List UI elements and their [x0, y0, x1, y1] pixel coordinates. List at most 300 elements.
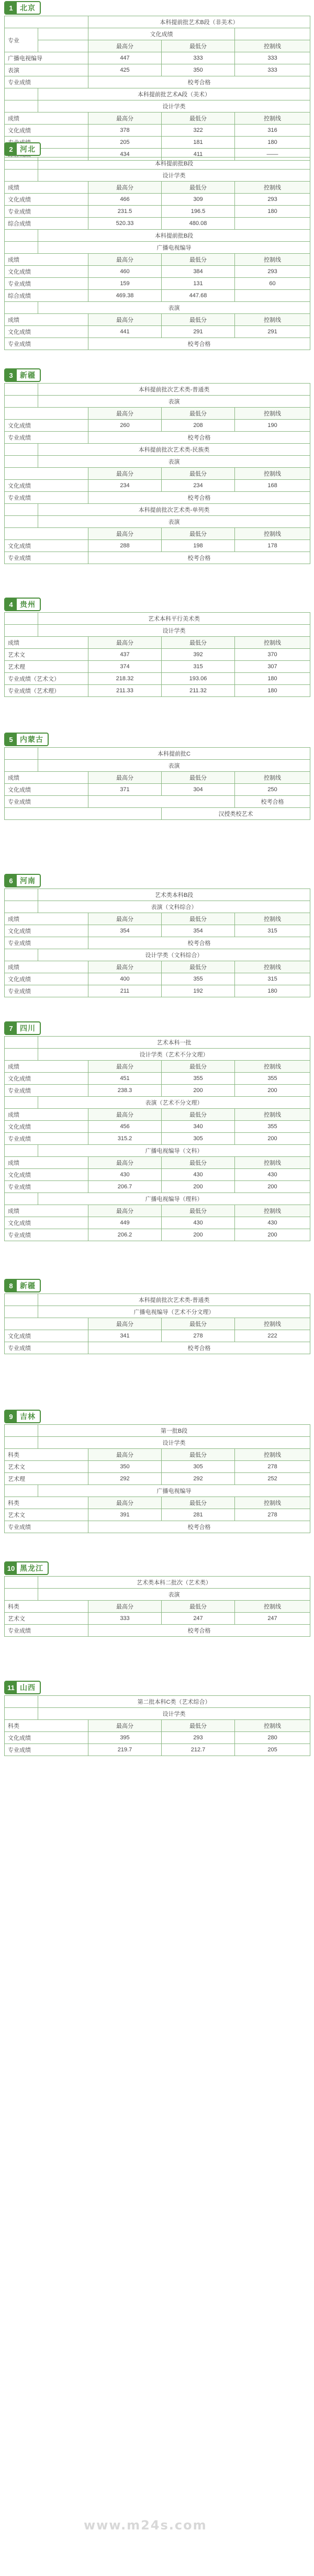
table-cell: 278	[162, 1330, 235, 1342]
table-cell	[5, 1097, 38, 1109]
province-section	[0, 367, 314, 564]
table-cell: 校考合格	[88, 492, 310, 504]
table-cell: 354	[88, 925, 162, 937]
province-header	[0, 597, 314, 612]
table-cell: 466	[88, 194, 162, 206]
table-cell: 专业成绩（艺术文）	[5, 673, 88, 685]
table-cell	[5, 158, 38, 170]
score-table	[4, 16, 310, 161]
province-header	[0, 367, 314, 383]
table-cell: 278	[235, 1461, 310, 1473]
table-cell: 文化成绩	[5, 125, 88, 137]
table-row	[5, 1097, 310, 1109]
table-cell: 208	[162, 420, 235, 432]
table-cell: 控制线	[235, 913, 310, 925]
table-cell: 艺术文	[5, 1613, 88, 1625]
table-cell: 最高分	[88, 468, 162, 480]
table-cell: 文化成绩	[5, 1330, 88, 1342]
table-row	[5, 266, 310, 278]
table-cell: 艺术类本科二批次（艺术类）	[38, 1577, 310, 1589]
table-cell: 专业成绩	[5, 1521, 88, 1533]
province-name: 吉林	[20, 1412, 36, 1421]
table-row	[5, 278, 310, 290]
table-cell: 200	[235, 1085, 310, 1097]
table-row	[5, 1497, 310, 1509]
table-cell: 设计学类	[38, 625, 310, 637]
table-cell: 控制线	[235, 637, 310, 649]
table-cell	[5, 170, 38, 182]
table-cell: 206.7	[88, 1181, 162, 1193]
table-cell: 设计学类（艺术不分文理）	[38, 1049, 310, 1061]
table-cell: 控制线	[235, 1318, 310, 1330]
province-number: 5	[5, 734, 17, 745]
table-cell: 广播电视编导	[38, 242, 310, 254]
table-cell: 293	[235, 194, 310, 206]
table-cell: 最高分	[88, 113, 162, 125]
table-row	[5, 290, 310, 302]
table-cell: 专业成绩	[5, 338, 88, 350]
table-cell: 378	[88, 125, 162, 137]
table-cell: 艺术文	[5, 1461, 88, 1473]
table-row	[5, 1073, 310, 1085]
table-row	[5, 961, 310, 973]
table-cell: 131	[162, 278, 235, 290]
table-cell: 成绩	[5, 772, 88, 784]
score-table	[4, 383, 310, 564]
table-cell	[5, 1145, 38, 1157]
table-row	[5, 937, 310, 949]
table-cell: 控制线	[235, 1449, 310, 1461]
table-cell: 广播电视编导	[38, 1485, 310, 1497]
table-row	[5, 254, 310, 266]
table-row	[5, 613, 310, 625]
table-cell: 280	[235, 1732, 310, 1744]
table-cell: 最高分	[88, 772, 162, 784]
province-number: 7	[5, 1022, 17, 1034]
table-cell: 212.7	[162, 1744, 235, 1756]
table-cell: 159	[88, 278, 162, 290]
score-table	[4, 747, 310, 820]
table-cell: 专业成绩	[5, 1181, 88, 1193]
table-cell: 最低分	[162, 314, 235, 326]
table-cell: 最低分	[162, 1497, 235, 1509]
table-cell	[235, 290, 310, 302]
table-cell: 控制线	[235, 1157, 310, 1169]
table-cell: 最高分	[88, 182, 162, 194]
province-header	[0, 1278, 314, 1293]
table-row	[5, 40, 310, 52]
table-cell: 艺术文	[5, 1509, 88, 1521]
table-cell	[5, 302, 38, 314]
table-cell	[5, 1049, 38, 1061]
table-cell: 文化成绩	[5, 973, 88, 985]
table-cell: 200	[162, 1085, 235, 1097]
table-cell: 430	[235, 1169, 310, 1181]
table-cell: 355	[235, 1073, 310, 1085]
table-cell: 最高分	[88, 314, 162, 326]
table-cell: 322	[162, 125, 235, 137]
province-section	[0, 873, 314, 997]
table-cell: 成绩	[5, 961, 88, 973]
table-cell	[5, 1294, 38, 1306]
table-cell	[38, 40, 88, 52]
table-row	[5, 1318, 310, 1330]
table-cell: 293	[162, 1732, 235, 1744]
table-row	[5, 1744, 310, 1756]
table-row	[5, 796, 310, 808]
table-row	[5, 28, 310, 40]
table-cell: 艺术类本科B段	[38, 889, 310, 901]
table-cell: 231.5	[88, 206, 162, 218]
table-cell: 科类	[5, 1497, 88, 1509]
table-cell: 180	[235, 985, 310, 997]
table-cell: 专业成绩	[5, 1744, 88, 1756]
table-cell: 354	[162, 925, 235, 937]
table-cell: 广播电视编导（理科）	[38, 1193, 310, 1205]
table-cell: 309	[162, 194, 235, 206]
province-section	[0, 0, 314, 161]
table-row	[5, 504, 310, 516]
table-cell: 成绩	[5, 113, 88, 125]
table-cell: 315	[235, 973, 310, 985]
table-cell: 60	[235, 278, 310, 290]
table-row	[5, 1696, 310, 1708]
table-cell: 艺术本科一批	[38, 1037, 310, 1049]
table-cell	[5, 808, 162, 820]
table-row	[5, 1437, 310, 1449]
table-cell: 520.33	[88, 218, 162, 230]
table-cell: 305	[162, 1461, 235, 1473]
table-cell: 专业成绩	[5, 76, 88, 88]
table-cell: 控制线	[235, 1109, 310, 1121]
province-name: 北京	[20, 4, 36, 12]
table-row	[5, 1601, 310, 1613]
table-cell: 控制线	[235, 113, 310, 125]
table-cell: 成绩	[5, 913, 88, 925]
table-cell: 200	[235, 1181, 310, 1193]
table-row	[5, 673, 310, 685]
table-row	[5, 1521, 310, 1533]
table-cell: 第一批B段	[38, 1425, 310, 1437]
province-section	[0, 1680, 314, 1756]
province-header	[0, 141, 314, 157]
province-header	[0, 1409, 314, 1424]
table-cell: 科类	[5, 1449, 88, 1461]
score-table	[4, 1036, 310, 1241]
province-badge	[4, 598, 41, 611]
table-row	[5, 64, 310, 76]
province-number: 9	[5, 1411, 17, 1422]
table-cell: 表演（文科综合）	[38, 901, 310, 913]
table-cell: 198	[162, 540, 235, 552]
table-cell: 最高分	[88, 1497, 162, 1509]
table-row	[5, 76, 310, 88]
table-row	[5, 1181, 310, 1193]
table-cell	[5, 1708, 38, 1720]
table-cell: 成绩	[5, 637, 88, 649]
table-cell: 最低分	[162, 1449, 235, 1461]
province-number: 10	[5, 1562, 17, 1574]
table-cell: 专业成绩	[5, 937, 88, 949]
table-cell: 411	[162, 149, 235, 161]
table-cell: 211.32	[162, 685, 235, 697]
table-row	[5, 396, 310, 408]
table-cell: 437	[88, 649, 162, 661]
table-cell: 292	[88, 1473, 162, 1485]
table-cell: 控制线	[235, 254, 310, 266]
table-cell: 文化成绩	[5, 1732, 88, 1744]
province-badge	[4, 1561, 49, 1575]
table-cell: 最低分	[162, 772, 235, 784]
table-cell: 本科提前批次艺术类-普通类	[38, 384, 310, 396]
table-cell	[5, 384, 38, 396]
table-cell: 最低分	[162, 1318, 235, 1330]
table-row	[5, 302, 310, 314]
table-cell: 最低分	[162, 254, 235, 266]
table-cell	[5, 456, 38, 468]
table-row	[5, 1229, 310, 1241]
table-cell: 艺术理	[5, 1473, 88, 1485]
table-cell: 205	[235, 1744, 310, 1756]
table-cell: 文化成绩	[5, 925, 88, 937]
table-cell: 392	[162, 649, 235, 661]
province-name: 内蒙古	[20, 735, 43, 744]
table-cell: 校考合格	[88, 76, 310, 88]
table-cell: 校考合格	[88, 1342, 310, 1354]
table-cell: 247	[235, 1613, 310, 1625]
table-cell: 表演	[38, 456, 310, 468]
table-cell: 200	[235, 1229, 310, 1241]
table-cell: 206.2	[88, 1229, 162, 1241]
score-table	[4, 157, 310, 350]
table-cell	[5, 242, 38, 254]
table-cell	[5, 1485, 38, 1497]
table-cell: 205	[88, 137, 162, 149]
province-badge	[4, 1410, 41, 1423]
table-cell: 专业成绩	[5, 432, 88, 444]
table-row	[5, 88, 310, 100]
table-row	[5, 125, 310, 137]
table-cell: 文化成绩	[5, 326, 88, 338]
table-row	[5, 913, 310, 925]
table-cell: 成绩	[5, 314, 88, 326]
table-row	[5, 552, 310, 564]
table-cell: 最高分	[88, 408, 162, 420]
table-cell: 本科提前批次艺术类-普通类	[38, 1294, 310, 1306]
table-cell	[5, 1306, 38, 1318]
table-cell: 281	[162, 1509, 235, 1521]
table-cell	[5, 100, 38, 113]
table-cell	[5, 1589, 38, 1601]
table-cell: 广播电视编导（艺术不分文理）	[38, 1306, 310, 1318]
table-cell: 文化成绩	[88, 28, 235, 40]
table-cell: 291	[235, 326, 310, 338]
province-badge	[4, 874, 41, 887]
score-table	[4, 888, 310, 997]
table-cell: 表演（艺术不分文理）	[38, 1097, 310, 1109]
province-section	[0, 597, 314, 697]
table-cell: 340	[162, 1121, 235, 1133]
table-cell: 355	[235, 1121, 310, 1133]
table-cell: 文化成绩	[5, 1169, 88, 1181]
table-cell	[5, 444, 38, 456]
table-cell: ——	[235, 149, 310, 161]
table-cell: 表演	[38, 760, 310, 772]
table-cell: 305	[162, 1133, 235, 1145]
table-cell	[5, 88, 38, 100]
table-cell: 科类	[5, 1720, 88, 1732]
table-row	[5, 113, 310, 125]
table-cell: 219.7	[88, 1744, 162, 1756]
table-cell: 218.32	[88, 673, 162, 685]
table-row	[5, 1217, 310, 1229]
table-cell: 艺术文	[5, 649, 88, 661]
table-cell: 文化成绩	[5, 420, 88, 432]
table-cell: 最低分	[162, 1109, 235, 1121]
table-cell: 451	[88, 1073, 162, 1085]
table-cell	[5, 468, 88, 480]
table-cell: 表演	[38, 1589, 310, 1601]
table-row	[5, 973, 310, 985]
table-row	[5, 408, 310, 420]
table-row	[5, 1449, 310, 1461]
table-cell: 成绩	[5, 1205, 88, 1217]
table-cell: 科类	[5, 1601, 88, 1613]
table-cell: 234	[88, 480, 162, 492]
table-cell: 180	[235, 206, 310, 218]
score-table	[4, 1576, 310, 1637]
table-cell	[5, 504, 38, 516]
table-cell: 355	[162, 1073, 235, 1085]
table-cell: 专业成绩	[5, 796, 88, 808]
table-row	[5, 218, 310, 230]
table-cell: 文化成绩	[5, 1073, 88, 1085]
score-table	[4, 1293, 310, 1354]
province-header	[0, 732, 314, 747]
table-cell: 最高分	[88, 913, 162, 925]
table-row	[5, 1732, 310, 1744]
table-cell: 196.5	[162, 206, 235, 218]
table-cell: 本科提前批艺术B段（非美术）	[88, 16, 310, 28]
table-row	[5, 528, 310, 540]
table-cell: 最高分	[88, 528, 162, 540]
province-name: 新疆	[20, 371, 36, 379]
table-cell: 168	[235, 480, 310, 492]
table-cell: 293	[235, 266, 310, 278]
table-cell: 371	[88, 784, 162, 796]
table-cell: 设计学类	[38, 1437, 310, 1449]
table-cell: 表演	[38, 516, 310, 528]
table-cell: 180	[235, 137, 310, 149]
table-cell: 447.68	[162, 290, 235, 302]
table-cell: 文化成绩	[5, 194, 88, 206]
table-row	[5, 1109, 310, 1121]
table-cell	[235, 218, 310, 230]
table-cell: 最低分	[162, 113, 235, 125]
table-cell: 成绩	[5, 254, 88, 266]
table-cell: 文化成绩	[5, 784, 88, 796]
table-cell: 设计学类	[38, 100, 310, 113]
table-cell: 449	[88, 1217, 162, 1229]
table-row	[5, 1425, 310, 1437]
table-row	[5, 1133, 310, 1145]
table-row	[5, 661, 310, 673]
table-cell: 综合成绩	[5, 290, 88, 302]
table-row	[5, 772, 310, 784]
table-cell: 最低分	[162, 40, 235, 52]
table-cell: 355	[162, 973, 235, 985]
table-row	[5, 468, 310, 480]
table-row	[5, 384, 310, 396]
table-cell	[5, 1193, 38, 1205]
province-header	[0, 873, 314, 888]
province-section	[0, 1020, 314, 1241]
table-cell: 控制线	[235, 40, 310, 52]
table-cell: 333	[235, 64, 310, 76]
table-row	[5, 326, 310, 338]
table-cell: 430	[235, 1217, 310, 1229]
table-cell: 专业成绩	[5, 985, 88, 997]
table-cell: 控制线	[235, 1205, 310, 1217]
table-cell: 最高分	[88, 1109, 162, 1121]
table-cell: 341	[88, 1330, 162, 1342]
table-cell: 456	[88, 1121, 162, 1133]
table-cell: 表演	[38, 302, 310, 314]
table-row	[5, 1205, 310, 1217]
table-row	[5, 685, 310, 697]
table-row	[5, 52, 310, 64]
province-header	[0, 1680, 314, 1695]
score-table	[4, 1424, 310, 1533]
table-cell: 第二批本科C类（艺术综合）	[38, 1696, 310, 1708]
table-cell: 333	[88, 1613, 162, 1625]
province-header	[0, 1020, 314, 1036]
table-cell: 文化成绩	[5, 540, 88, 552]
table-cell: 文化成绩	[5, 1217, 88, 1229]
table-cell: 文化成绩	[5, 480, 88, 492]
table-cell: 最高分	[88, 40, 162, 52]
table-cell: 480.08	[162, 218, 235, 230]
table-cell: 234	[162, 480, 235, 492]
table-cell: 最高分	[88, 1601, 162, 1613]
table-cell: 控制线	[235, 961, 310, 973]
table-cell: 200	[235, 1133, 310, 1145]
table-cell: 193.06	[162, 673, 235, 685]
table-cell	[5, 16, 88, 28]
table-cell: 292	[162, 1473, 235, 1485]
table-cell: 最低分	[162, 1720, 235, 1732]
province-name: 贵州	[20, 600, 36, 609]
table-cell: 专业成绩	[5, 552, 88, 564]
table-cell: 艺术本科平行美术类	[38, 613, 310, 625]
table-row	[5, 194, 310, 206]
table-cell: 文化成绩	[5, 266, 88, 278]
province-name: 黑龙江	[20, 1564, 43, 1572]
table-row	[5, 1577, 310, 1589]
table-cell: 430	[88, 1169, 162, 1181]
table-cell	[5, 901, 38, 913]
table-cell: 控制线	[235, 528, 310, 540]
table-row	[5, 242, 310, 254]
province-header	[0, 0, 314, 16]
table-cell: 控制线	[235, 1061, 310, 1073]
province-badge	[4, 733, 49, 746]
province-badge	[4, 1681, 41, 1694]
table-cell: 最低分	[162, 1061, 235, 1073]
table-cell: 最低分	[162, 1601, 235, 1613]
site-watermark: www.m24s.com	[84, 2518, 207, 2533]
table-cell: 315.2	[88, 1133, 162, 1145]
